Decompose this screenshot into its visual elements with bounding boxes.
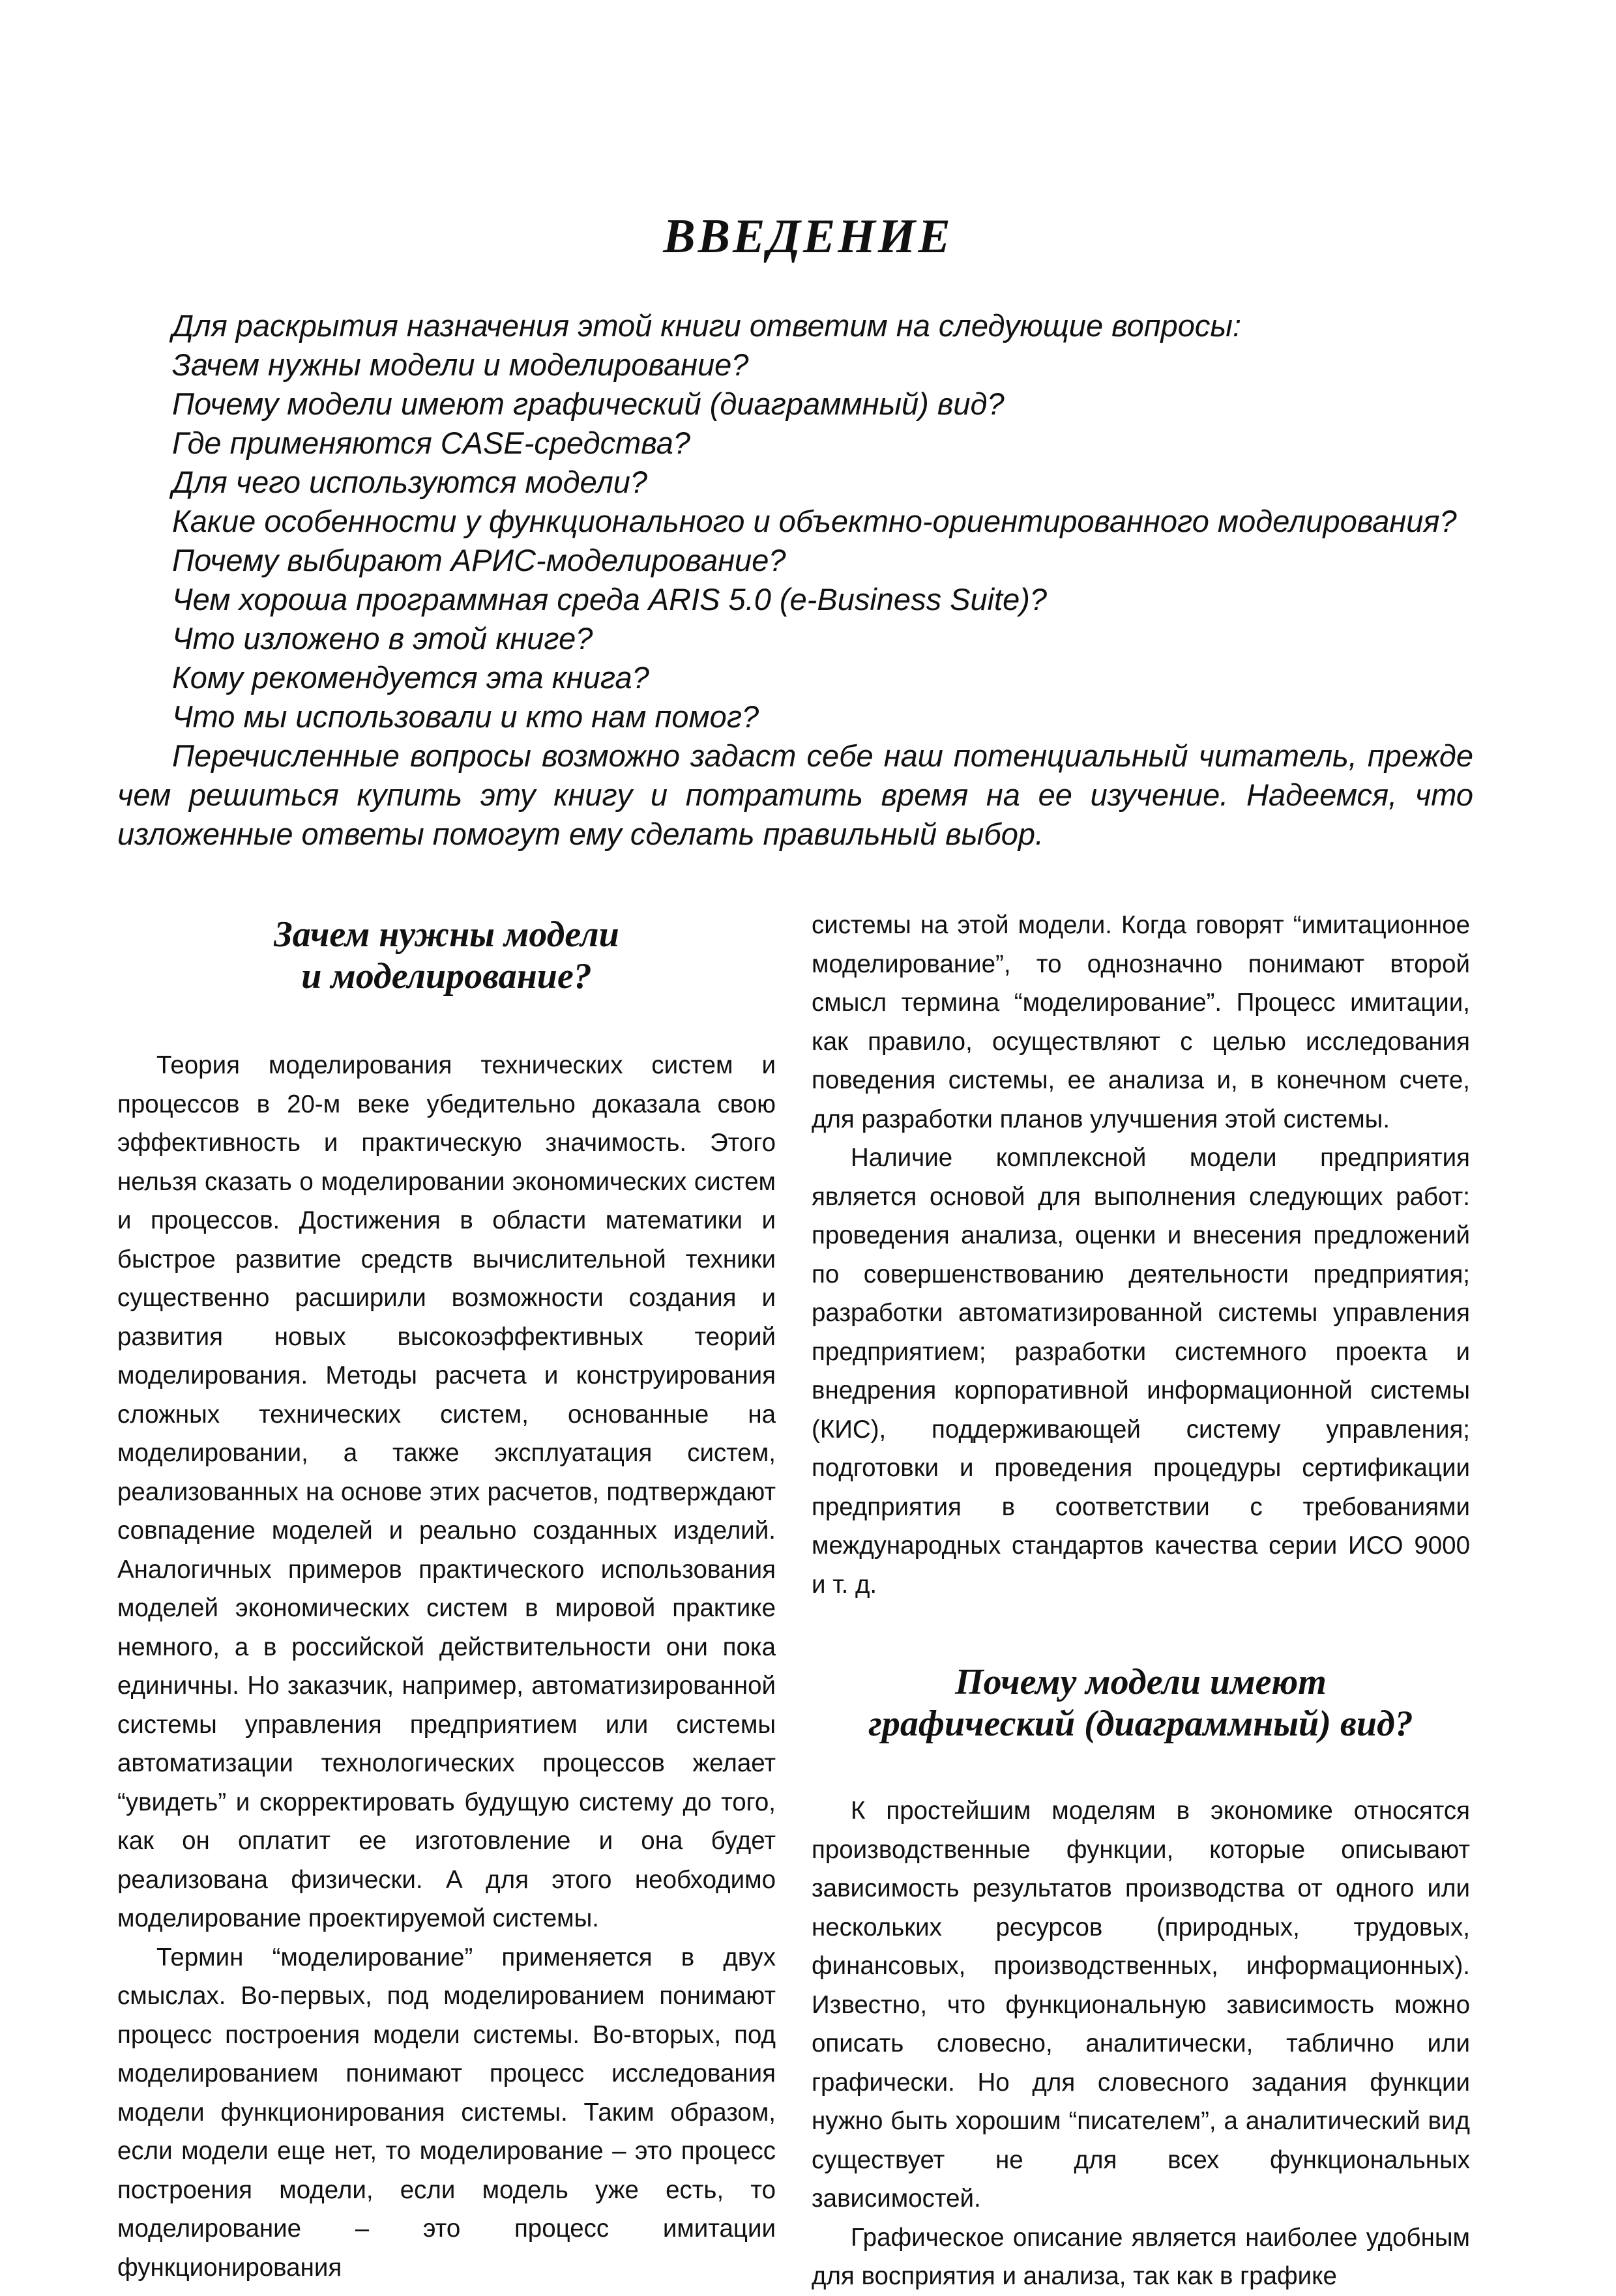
intro-line: Чем хороша программная среда ARIS 5.0 (e-Business Suite)?	[172, 582, 1048, 617]
right-column	[812, 906, 1470, 2296]
section-heading-line: графический (диаграммный) вид?	[868, 1704, 1413, 1744]
body-paragraph: Графическое описание является наиболее удобным для восприятия и анализа, так как в графике	[812, 2223, 1470, 2290]
section-heading-line: Почему модели имеют	[955, 1662, 1327, 1702]
intro-line: Кому рекомендуется эта книга?	[172, 660, 649, 695]
intro-conclusion: Перечисленные вопросы возможно задаст себе наш потенциальный читатель, прежде чем решиться купить эту книгу и потратить время на ее изучение. Надеемся, что изложенные ответы помогут ему сделать правильный выбор.	[117, 738, 1473, 851]
intro-line: Зачем нужны модели и моделирование?	[172, 347, 749, 382]
body-paragraph: Теория моделирования технических систем и процессов в 20-м веке убедительно доказала свою эффективность и практическую значимость. Этого нельзя сказать о моделировании экономических систем и процессов. Достижения в области математики и быстрое развитие средств вычислительной техники существенно расширили возможности создания и развития новых высокоэффективных теорий моделирования. Методы расчета и конструирования сложных технических систем, основанные на моделировании, а также эксплуатация систем, реализованных на основе этих расчетов, подтверждают совпадение моделей и реально созданных изделий. Аналогичных примеров практического использования моделей экономических систем в мировой практике немного, а в российской действительности они пока единичны. Но заказчик, например, автоматизированной системы управления предприятием или системы автоматизации технологических процессов желает “увидеть” и скорректировать будущую систему до того, как он оплатит ее изготовление и она будет реализована физически. А для этого необходимо моделирование проектируемой системы.	[117, 1051, 776, 1932]
body-paragraph: Термин “моделирование” применяется в двух смыслах. Во-первых, под моделированием понимают процесс построения модели системы. Во-вторых, под моделированием понимают процесс исследования модели функционирования системы. Таким образом, если модели еще нет, то моделирование – это процесс построения модели, если модель уже есть, то моделирование – это процесс имитации функционирования	[117, 1943, 776, 2282]
body-paragraph-continued: системы на этой модели. Когда говорят “имитационное моделирование”, то однозначно понимают второй смысл термина “моделирование”. Процесс имитации, как правило, осуществляют с целью исследования поведения системы, ее анализа и, в конечном счете, для разработки планов улучшения этой системы.	[812, 911, 1470, 1133]
section-heading-graphic-view	[812, 1661, 1470, 1745]
intro-line: Где применяются CASE-средства?	[172, 426, 691, 460]
section-heading-line: и моделирование?	[301, 956, 592, 996]
intro-line: Что изложено в этой книге?	[172, 621, 593, 656]
section-heading-line: Зачем нужны модели	[274, 914, 619, 955]
body-paragraph: К простейшим моделям в экономике относятся производственные функции, которые описывают зависимость результатов производства от одного или нескольких ресурсов (природных, трудовых, финансовых, производственных, информационных). Известно, что функциональную зависимость можно описать словесно, аналитически, таблично или графически. Но для словесного задания функции нужно быть хорошим “писателем”, а аналитический вид существует не для всех функциональных зависимостей.	[812, 1797, 1470, 2213]
left-column	[117, 906, 776, 2287]
page-title: ВВЕДЕНИЕ	[663, 210, 953, 263]
intro-line: Для раскрытия назначения этой книги ответим на следующие вопросы:	[172, 308, 1242, 343]
intro-line: Почему модели имеют графический (диаграммный) вид?	[172, 386, 1005, 421]
section-heading-why-models	[117, 914, 776, 997]
intro-line: Что мы использовали и кто нам помог?	[172, 699, 759, 734]
intro-block	[117, 306, 1473, 854]
intro-line: Для чего используются модели?	[172, 465, 648, 499]
body-paragraph: Наличие комплексной модели предприятия является основой для выполнения следующих работ: проведения анализа, оценки и внесения предложений по совершенствованию деятельности предприятия; разработки автоматизированной системы управления предприятием; разработки системного проекта и внедрения корпоративной информационной системы (КИС), поддерживающей систему управления; подготовки и проведения процедуры сертификации предприятия в соответствии с требованиями международных стандартов качества серии ИСО 9000 и т. д.	[812, 1144, 1470, 1599]
intro-line: Почему выбирают АРИС-моделирование?	[172, 543, 786, 577]
intro-line: Какие особенности у функционального и объектно-ориентированного моделирования?	[172, 504, 1457, 538]
